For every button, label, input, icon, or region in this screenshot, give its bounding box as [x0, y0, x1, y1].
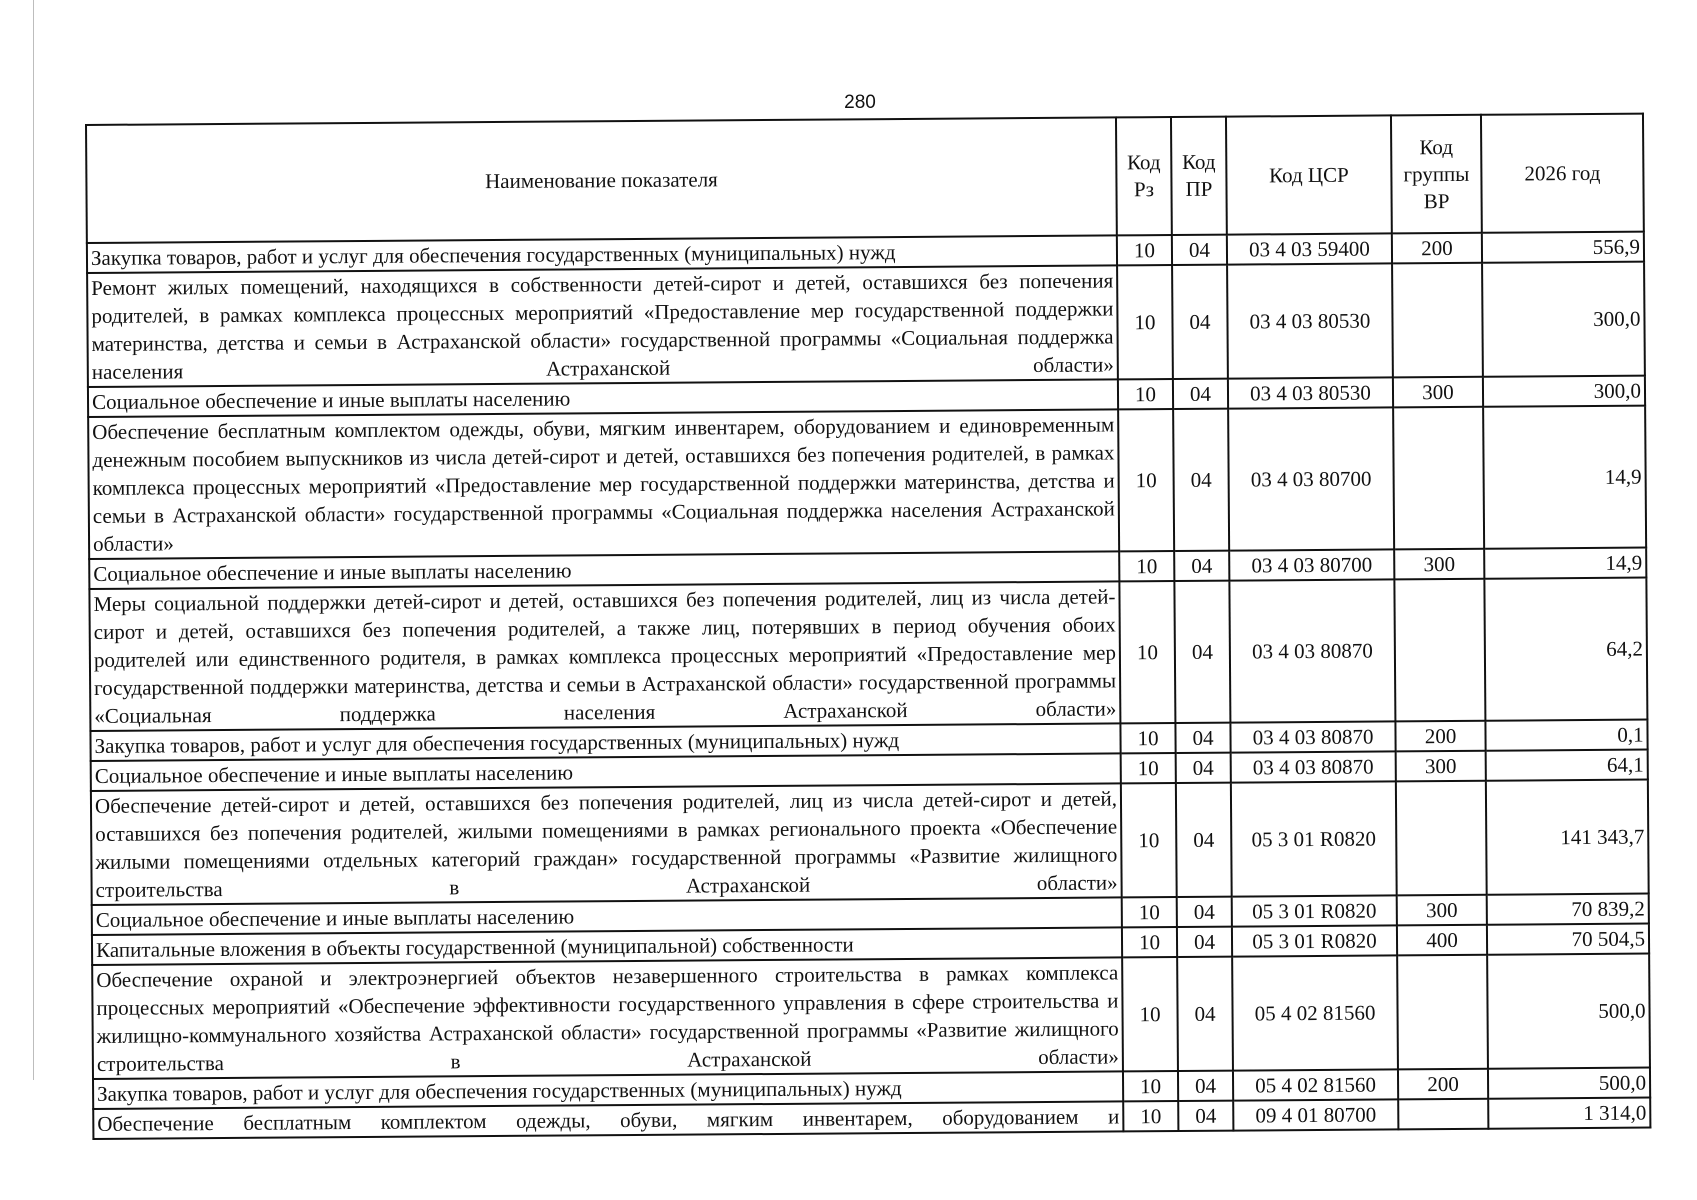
row-value: 14,9 [1484, 548, 1646, 579]
row-csr: 03 4 03 80700 [1228, 407, 1394, 550]
row-rz: 10 [1119, 551, 1174, 581]
row-name: Ремонт жилых помещений, находящихся в собственности детей-сирот и детей, оставшихся без попечения родителей, в рамках комплекса процессных мероприятий «Предоставление мер государственной поддержки материнства, детства и семьи в Астраханской области» государственной программы «Социальная поддержка населения Астраханской области» [87, 265, 1118, 387]
row-pr: 04 [1172, 235, 1227, 265]
row-value: 141 343,7 [1486, 780, 1649, 895]
row-vr: 200 [1398, 1069, 1488, 1100]
row-pr: 04 [1177, 897, 1232, 927]
row-name: Социальное обеспечение и иные выплаты населению [88, 379, 1118, 417]
row-pr: 04 [1178, 1101, 1233, 1131]
row-rz: 10 [1121, 753, 1176, 783]
row-pr: 04 [1177, 957, 1233, 1071]
row-name: Социальное обеспечение и иные выплаты населению [89, 551, 1119, 589]
row-csr: 03 4 03 80870 [1231, 751, 1396, 782]
row-value: 70 504,5 [1487, 924, 1649, 955]
row-name: Обеспечение охраной и электроэнергией объектов незавершенного строительства в рамках комплекса процессных мероприятий «Обеспечение эффективности государственного управления в сфере строительства и жилищно-коммунального хозяйства Астраханской области» государственной программы «Развитие жилищного строительства в Астраханской области» [92, 957, 1123, 1079]
row-pr: 04 [1174, 581, 1230, 723]
table-header-row [86, 114, 1644, 243]
row-pr: 04 [1176, 783, 1232, 897]
header-vr: Код группы ВР [1391, 115, 1482, 234]
row-value: 556,9 [1482, 232, 1644, 263]
row-rz: 10 [1119, 581, 1175, 723]
row-rz: 10 [1122, 897, 1177, 927]
row-value: 64,2 [1484, 578, 1647, 721]
row-name: Социальное обеспечение и иные выплаты населению [91, 753, 1121, 791]
row-csr: 03 4 03 80870 [1229, 579, 1395, 722]
document-sheet [85, 113, 1649, 1140]
row-pr: 04 [1175, 723, 1230, 753]
row-vr: 400 [1397, 925, 1487, 956]
row-vr: 300 [1397, 895, 1487, 926]
row-csr: 03 4 03 80870 [1230, 721, 1395, 752]
row-vr: 300 [1394, 549, 1484, 580]
row-name: Обеспечение бесплатным комплектом одежды, обуви, мягким инвентарем, оборудованием и единовременным денежным пособием выпускников из числа детей-сирот и детей, оставшихся без попечения родителей, в рамках комплекса процессных мероприятий «Предоставление мер государственной поддержки материнства, детства и семьи в Астраханской области» государственной программы «Социальная поддержка населения Астраханской области» [88, 409, 1119, 559]
row-pr: 04 [1178, 1071, 1233, 1101]
budget-table [85, 113, 1651, 1140]
row-name: Закупка товаров, работ и услуг для обеспечения государственных (муниципальных) нужд [87, 235, 1117, 273]
row-vr [1397, 955, 1488, 1070]
table-row [89, 578, 1647, 731]
row-pr: 04 [1173, 409, 1229, 551]
table-row [92, 954, 1650, 1079]
row-rz: 10 [1117, 235, 1172, 265]
header-name: Наименование показателя [86, 117, 1117, 243]
row-csr: 03 4 03 80530 [1228, 377, 1393, 408]
row-value: 1 314,0 [1488, 1098, 1650, 1129]
row-value: 500,0 [1488, 1068, 1650, 1099]
row-vr [1398, 1099, 1488, 1130]
table-row [87, 262, 1645, 387]
row-value: 64,1 [1486, 750, 1648, 781]
row-name: Социальное обеспечение и иные выплаты населению [92, 897, 1122, 935]
row-rz: 10 [1120, 723, 1175, 753]
header-pr: Код ПР [1171, 117, 1227, 235]
row-csr: 05 4 02 81560 [1233, 1069, 1398, 1100]
row-rz: 10 [1122, 957, 1178, 1071]
row-csr: 03 4 03 59400 [1227, 233, 1392, 264]
row-value: 0,1 [1485, 720, 1647, 751]
row-rz: 10 [1121, 783, 1177, 897]
row-value: 300,0 [1482, 262, 1645, 377]
header-csr: Код ЦСР [1226, 115, 1392, 234]
row-csr: 03 4 03 80530 [1227, 263, 1393, 378]
row-vr [1394, 579, 1485, 722]
row-pr: 04 [1176, 753, 1231, 783]
row-pr: 04 [1172, 265, 1228, 379]
row-name: Закупка товаров, работ и услуг для обеспечения государственных (муниципальных) нужд [93, 1071, 1123, 1109]
table-row [91, 780, 1649, 905]
header-rz: Код Рз [1116, 117, 1172, 235]
row-csr: 05 3 01 R0820 [1232, 925, 1397, 956]
page-number: 280 [844, 92, 876, 113]
row-rz: 10 [1123, 1071, 1178, 1101]
margin-line [33, 0, 34, 1080]
table-row [88, 406, 1646, 559]
row-value: 14,9 [1483, 406, 1646, 549]
row-csr: 05 3 01 R0820 [1231, 781, 1397, 896]
row-pr: 04 [1177, 927, 1232, 957]
row-rz: 10 [1117, 265, 1173, 379]
row-csr: 05 4 02 81560 [1232, 955, 1398, 1070]
row-vr: 200 [1392, 233, 1482, 264]
row-vr: 300 [1396, 751, 1486, 782]
row-vr [1396, 781, 1487, 896]
row-rz: 10 [1118, 379, 1173, 409]
row-pr: 04 [1174, 551, 1229, 581]
row-vr: 300 [1393, 377, 1483, 408]
header-year: 2026 год [1481, 114, 1644, 233]
row-name: Закупка товаров, работ и услуг для обеспечения государственных (муниципальных) нужд [90, 723, 1120, 761]
row-name: Обеспечение бесплатным комплектом одежды, обуви, мягким инвентарем, оборудованием и [93, 1101, 1123, 1139]
row-name: Обеспечение детей-сирот и детей, оставшихся без попечения родителей, лиц из числа детей-сирот и детей, оставшихся без попечения родителей, жилыми помещениями в рамках регионального проекта «Обеспечение жилыми помещениями отдельных категорий граждан» государственной программы «Развитие жилищного строительства в Астраханской области» [91, 783, 1122, 905]
row-value: 300,0 [1483, 376, 1645, 407]
row-rz: 10 [1123, 1101, 1178, 1131]
row-rz: 10 [1122, 927, 1177, 957]
row-csr: 05 3 01 R0820 [1232, 895, 1397, 926]
row-csr: 03 4 03 80700 [1229, 549, 1394, 580]
row-csr: 09 4 01 80700 [1233, 1099, 1398, 1130]
row-name: Капитальные вложения в объекты государственной (муниципальной) собственности [92, 927, 1122, 965]
row-value: 70 839,2 [1487, 894, 1649, 925]
row-vr [1392, 263, 1483, 378]
row-value: 500,0 [1487, 954, 1650, 1069]
row-vr [1393, 407, 1484, 550]
row-rz: 10 [1118, 409, 1174, 551]
row-pr: 04 [1173, 379, 1228, 409]
row-name: Меры социальной поддержки детей-сирот и детей, оставшихся без попечения родителей, лиц из числа детей-сирот и детей, оставшихся без попечения родителей, а также лиц, потерявших в период обучения обоих родителей или единственного родителя, в рамках комплекса процессных мероприятий «Предоставление мер государственной поддержки материнства, детства и семьи в Астраханской области» государственной программы «Социальная поддержка населения Астраханской области» [89, 581, 1120, 731]
row-vr: 200 [1395, 721, 1485, 752]
